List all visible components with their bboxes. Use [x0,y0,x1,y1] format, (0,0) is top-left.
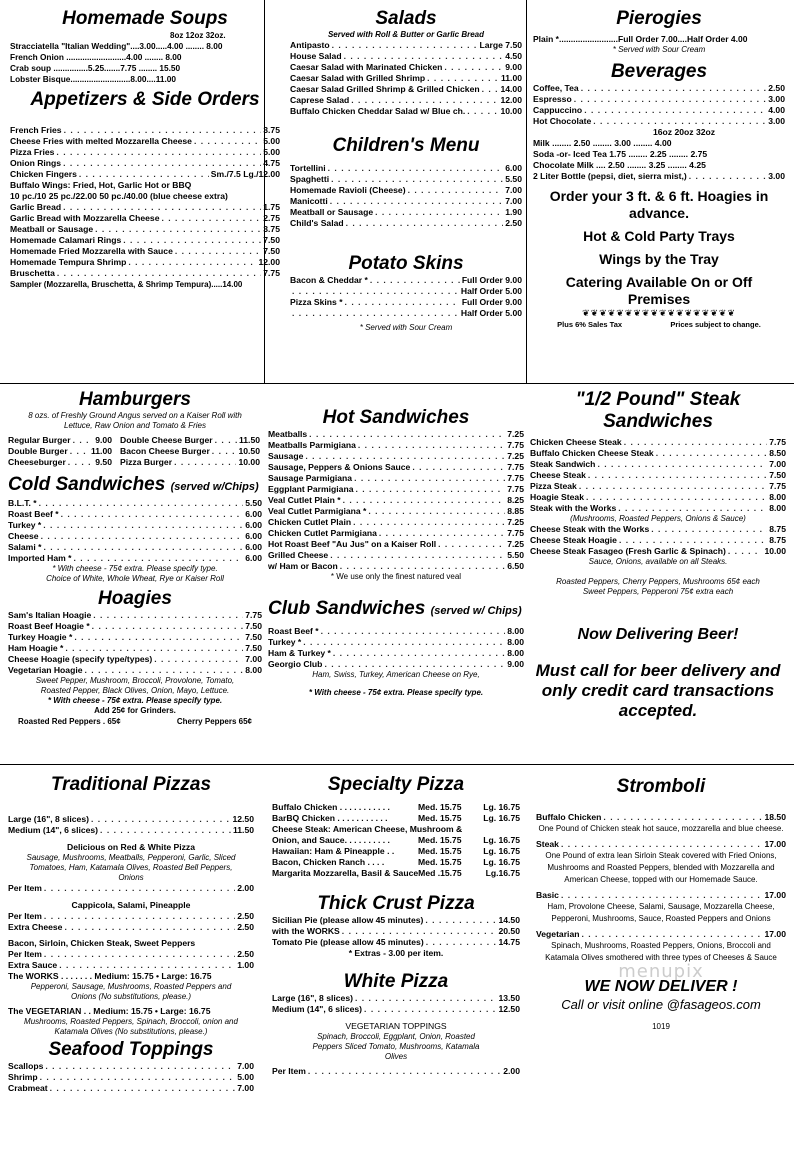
steak-note1: Sauce, Onions, available on all Steaks. [588,557,728,566]
bev-milk: Milk ........ 2.50 ........ 3.00 ........ 4.00 [533,138,672,148]
children-item: Homemade Ravioli (Cheese) . . . 7.00 [290,185,522,196]
soup-item: Lobster Bisque..........................8.00....11.00 [10,74,176,84]
hot-item: Eggplant Parmigiana . . . 7.75 [268,484,524,495]
steak-item: Chicken Cheese Steak . . . 7.75 [530,437,786,448]
appetizer-item: Homemade Tempura Shrimp . . . 12.00 [10,257,280,268]
hoagie-item: Vegetarian Hoagie . . . 8.00 [8,665,262,676]
rrp-price: Roasted Red Peppers . 65¢ [18,717,121,726]
stromboli-desc: Ham, Provolone Cheese, Salami, Sausage, Mozzarella Cheese, Pepperoni, Mushrooms, Sauce, Roasted Peppers and Onions [547,902,775,923]
pierogies-section [533,8,785,330]
steak-note2: Roasted Peppers, Cherry Peppers, Mushrooms 65¢ each [556,577,760,586]
beverage-item: Coffee, Tea . . . 2.50 [533,83,785,94]
trad-per2: Per Item . . . 2.50 [8,911,254,922]
thick-title: Thick Crust Pizza [317,893,475,914]
salads-title: Salads [375,8,437,29]
steak-item: Cheese Steak Fasageo (Fresh Garlic & Spinach) . . . 10.00 [530,546,786,557]
cold-title: Cold Sandwiches (served w/Chips) [8,474,259,495]
hot-item: w/ Ham or Bacon . . . 6.50 [268,561,524,572]
thick-item: Tomato Pie (please allow 45 minutes) . . . 14.75 [272,937,520,948]
hoagie-item: Turkey Hoagie * . . . 7.50 [8,632,262,643]
skins-title: Potato Skins [348,253,464,274]
trad-per3: Per Item . . . 2.50 [8,949,254,960]
trad-veg-note: Mushrooms, Roasted Peppers, Spinach, Broccoli, onion and Katamala Olives (No substitutions, please.) [24,1017,238,1036]
beverages-title: Beverages [610,61,708,82]
specialty-title: Specialty Pizza [327,774,465,795]
bev-sizes: 16oz 20oz 32oz [653,127,716,137]
sampler: Sampler (Mozzarella, Bruschetta, & Shrimp Tempura).....14.00 [10,280,243,289]
specialty-item: Buffalo Chicken . . . . . . . . . . . Med. 15.75 Lg. 16.75 [272,802,520,812]
bev-chocmilk: Chocolate Milk .... 2.50 ........ 3.25 ........ 4.25 [533,160,706,170]
beverage-item: Hot Chocolate . . . 3.00 [533,116,785,127]
appetizer-item: Chicken Fingers . . . Sm./7.5 Lg./12.00 [10,169,280,180]
soups-section [10,8,280,290]
appetizer-item: Pizza Fries . . . 5.00 [10,147,280,158]
cold-note2: Choice of White, Whole Wheat, Rye or Kaiser Roll [46,574,224,583]
specialty-item: Hawaiian: Ham & Pineapple . . Med. 15.75 Lg. 16.75 [272,846,520,856]
hoagies-title: Hoagies [98,588,172,609]
skins-note: * Served with Sour Cream [359,323,453,332]
soups-sizes: 8oz 12oz 32oz. [170,31,226,40]
cold-item: Turkey * . . . 6.00 [8,520,262,531]
trad-bacon: Bacon, Sirloin, Chicken Steak, Sweet Peppers [8,938,196,948]
club-note1: Ham, Swiss, Turkey, American Cheese on Rye, [312,670,480,679]
appetizer-item: Meatball or Sausage . . . 3.75 [10,224,280,235]
salads-section [290,8,522,333]
hot-section [268,407,524,698]
hot-item: Sausage . . . 7.25 [268,451,524,462]
children-item: Child's Salad . . . 2.50 [290,218,522,229]
bev-soda: Soda -or- Iced Tea 1.75 ........ 2.25 ........ 2.75 [533,149,708,159]
prices-note: Prices subject to change. [670,320,761,329]
appetizers-title: Appetizers & Side Orders [30,89,260,110]
pierogies-title: Pierogies [616,8,702,29]
appetizer-item: Bruschetta . . . 7.75 [10,268,280,279]
pierogies-line: Plain *.........................Full Order 7.00....Half Order 4.00 [533,34,748,44]
specialty-item: Bacon, Chicken Ranch . . . . Med. 15.75 Lg. 16.75 [272,857,520,867]
hot-item: Sausage, Peppers & Onions Sauce . . . 7.75 [268,462,524,473]
trad-sauce: Extra Sauce . . . 1.00 [8,960,254,971]
soups-title: Homemade Soups [62,8,228,29]
burger-item: Cheeseburger . . . 9.50 [8,457,112,468]
specialty-item: Onion, and Sauce. . . . . . . . . . Med. 15.75 Lg. 16.75 [272,835,520,845]
white-item: Medium (14", 6 slices) . . . 12.50 [272,1004,520,1015]
children-item: Spaghetti . . . 5.50 [290,174,522,185]
appetizer-item: Cheese Fries with melted Mozzarella Cheese . . . 5.00 [10,136,280,147]
white-title: White Pizza [343,971,449,992]
cp-price: Cherry Peppers 65¢ [176,717,252,726]
beverage-item: Espresso . . . 3.00 [533,94,785,105]
appetizer-item: Garlic Bread with Mozzarella Cheese . . . 2.75 [10,213,280,224]
hot-item: Hot Roast Beef "Au Jus" on a Kaiser Roll . . . 7.25 [268,539,524,550]
salad-item: Caprese Salad . . . 12.00 [290,95,522,106]
beverage-item: Cappuccino . . . 4.00 [533,105,785,116]
beer-text: Must call for beer delivery and only credit card transactions accepted. [535,661,781,720]
trad-veg: The VEGETARIAN . . Medium: 15.75 • Large: 16.75 [8,1006,211,1016]
trad-section [8,774,254,1094]
hot-item: Chicken Cutlet Plain . . . 7.25 [268,517,524,528]
hot-note: * We use only the finest natured veal [330,572,462,581]
hot-item: Sausage Parmigiana . . . 7.75 [268,473,524,484]
steak-item: Pizza Steak . . . 7.75 [530,481,786,492]
hoagies-note1: Sweet Pepper, Mushroom, Broccoli, Provolone, Tomato, Roasted Pepper, Black Olives, Onion, Mayo, Lettuce. [35,676,235,695]
wings-line: Buffalo Wings: Fried, Hot, Garlic Hot or BBQ [10,180,192,190]
hoagie-item: Cheese Hoagie (specify type/types) . . . 7.00 [8,654,262,665]
trad-item: Medium (14", 6 slices) . . . 11.50 [8,825,254,836]
promo-trays: Hot & Cold Party Trays [583,228,735,244]
appetizer-item: Onion Rings . . . 4.75 [10,158,280,169]
seafood-item: Scallops . . . 7.00 [8,1061,254,1072]
trad-extra: Extra Cheese . . . 2.50 [8,922,254,933]
club-item: Roast Beef * . . . 8.00 [268,626,524,637]
skin-item: Pizza Skins * . . . Full Order 9.00 [290,297,522,308]
stromboli-desc: One Pound of Chicken steak hot sauce, mozzarella and blue cheese. [538,824,784,833]
seafood-item: Crabmeat . . . 7.00 [8,1083,254,1094]
club-title: Club Sandwiches (served w/ Chips) [268,598,522,619]
steak-item: Cheese Steak Hoagie . . . 8.75 [530,535,786,546]
cold-item: B.L.T. * . . . 5.50 [8,498,262,509]
appetizer-item: Garlic Bread . . . 1.75 [10,202,280,213]
cold-item: Salami * . . . 6.00 [8,542,262,553]
salad-item: House Salad . . . 4.50 [290,51,522,62]
burger-item: Regular Burger . . . 9.00 [8,435,112,446]
trad-delicious: Delicious on Red & White Pizza [67,842,195,852]
hot-item: Veal Cutlet Plain * . . . 8.25 [268,495,524,506]
hot-item: Grilled Cheese . . . 5.50 [268,550,524,561]
stromboli-item: Basic . . . 17.00 [536,890,786,901]
hot-item: Meatballs Parmigiana . . . 7.75 [268,440,524,451]
trad-cap: Cappicola, Salami, Pineapple [71,900,191,910]
promo-hoagies: Order your 3 ft. & 6 ft. Hoagies in advance. [549,188,769,221]
watermark: menupix [618,961,704,982]
vdivider-2 [526,0,527,383]
cold-item: Cheese . . . 6.00 [8,531,262,542]
specialty-section [272,774,520,1077]
skin-item: . . . Half Order 5.00 [290,308,522,319]
beer-title: Now Delivering Beer! [577,626,739,643]
hoagie-item: Sam's Italian Hoagie . . . 7.75 [8,610,262,621]
steak-item: Cheese Steak . . . 7.50 [530,470,786,481]
children-item: Tortellini . . . 6.00 [290,163,522,174]
cold-item: Imported Ham * . . . 6.00 [8,553,262,564]
steak-title: "1/2 Pound" Steak Sandwiches [575,389,741,432]
trad-works: The WORKS . . . . . . . Medium: 15.75 • Large: 16.75 [8,971,212,981]
white-item: Large (16", 8 slices) . . . 13.50 [272,993,520,1004]
hoagies-note2: * With cheese - 75¢ extra. Please specify type. [47,696,223,705]
burgers-section [8,389,262,727]
specialty-item: BarBQ Chicken . . . . . . . . . . . Med. 15.75 Lg. 16.75 [272,813,520,823]
ornament: ❦❦❦❦❦❦❦❦❦❦❦❦❦❦❦❦❦❦ [582,308,736,318]
hot-item: Chicken Cutlet Parmigiana . . . 7.75 [268,528,524,539]
salad-item: Caesar Salad with Grilled Shrimp . . . 11.00 [290,73,522,84]
children-title: Children's Menu [332,135,480,156]
white-per: Per Item . . . 2.00 [272,1066,520,1077]
menu-code: 1019 [652,1022,670,1031]
pierogies-note: * Served with Sour Cream [612,45,706,54]
cold-item: Roast Beef * . . . 6.00 [8,509,262,520]
burger-item: Double Cheese Burger . . . 11.50 [120,435,260,446]
divider-top [0,383,794,384]
hoagies-note3: Add 25¢ for Grinders. [94,706,176,715]
promo-catering: Catering Available On or Off Premises [565,274,753,307]
bev-liter: 2 Liter Bottle (pepsi, diet, sierra mist,) . . . 3.00 [533,171,785,182]
seafood-item: Shrimp . . . 5.00 [8,1072,254,1083]
children-item: Manicotti . . . 7.00 [290,196,522,207]
burger-item: Bacon Cheese Burger . . . 10.50 [120,446,260,457]
soup-item: French Onion ..........................4.00 ........ 8.00 [10,52,182,62]
soup-item: Crab soup ...............5.25.......7.75 ........ 15.50 [10,63,181,73]
specialty-item: Cheese Steak: American Cheese, Mushroom & [272,824,463,834]
thick-item: with the WORKS . . . 20.50 [272,926,520,937]
steak-item: Steak with the Works . . . 8.00 [530,503,786,514]
steak-item: Steak Sandwich . . . 7.00 [530,459,786,470]
children-item: Meatball or Sausage . . . 1.90 [290,207,522,218]
salads-sub: Served with Roll & Butter or Garlic Bread [327,30,485,39]
deliver-title: WE NOW DELIVER ! [584,978,738,995]
thick-item: Sicilian Pie (please allow 45 minutes) . . . 14.50 [272,915,520,926]
stromboli-desc: One Pound of extra lean Sirloin Steak covered with Fried Onions, Mushrooms and Roasted Peppers, blended with Mozzarella and American Cheese, topped with our Homemade Sauce. [545,851,777,884]
trad-del-note: Sausage, Mushrooms, Meatballs, Pepperoni, Garlic, Sliced Tomatoes, Ham, Katamala Olives, Roasted Bell Peppers, Onions [26,853,236,882]
divider-bottom [0,764,794,765]
steak-note3: Sweet Peppers, Pepperoni 75¢ extra each [582,587,734,596]
stromboli-section [536,776,786,1032]
stromboli-desc: Spinach, Mushrooms, Roasted Peppers, Onions, Broccoli and Katamala Olives smothered with three types of Cheeses & Sauce [545,941,777,962]
club-item: Ham & Turkey * . . . 8.00 [268,648,524,659]
tax-note: Plus 6% Sales Tax [557,320,623,329]
salad-item: Antipasto . . . Large 7.50 [290,40,522,51]
trad-per1: Per Item . . . 2.00 [8,883,254,894]
hoagie-item: Ham Hoagie * . . . 7.50 [8,643,262,654]
steak-item: Hoagie Steak . . . 8.00 [530,492,786,503]
steak-item: Buffalo Chicken Cheese Steak . . . 8.50 [530,448,786,459]
club-item: Georgio Club . . . 9.00 [268,659,524,670]
salad-item: Caesar Salad with Marinated Chicken . . . 9.00 [290,62,522,73]
club-note2: * With cheese - 75¢ extra. Please specify type. [308,688,484,697]
burgers-sub: 8 ozs. of Freshly Ground Angus served on a Kaiser Roll with Lettuce, Raw Onion and Tomato & Fries [28,411,242,430]
stromboli-item: Vegetarian . . . 17.00 [536,929,786,940]
white-veg: VEGETARIAN TOPPINGS [345,1021,447,1031]
club-item: Turkey * . . . 8.00 [268,637,524,648]
trad-item: Large (16", 8 slices) . . . 12.50 [8,814,254,825]
hot-item: Meatballs . . . 7.25 [268,429,524,440]
stromboli-item: Steak . . . 17.00 [536,839,786,850]
soup-item: Stracciatella "Italian Wedding"....3.00.....4.00 ........ 8.00 [10,41,223,51]
hot-item: Veal Cutlet Parmigiana * . . . 8.85 [268,506,524,517]
stromboli-title: Stromboli [616,776,706,797]
hot-title: Hot Sandwiches [322,407,470,428]
deliver-online: Call or visit online @fasageos.com [561,997,761,1012]
appetizer-item: Homemade Calamari Rings . . . 7.50 [10,235,280,246]
wings-prices: 10 pc./10 25 pc./22.00 50 pc./40.00 (blue cheese extra) [10,191,228,201]
trad-works-note: Pepperoni, Sausage, Mushrooms, Roasted Peppers and Onions (No substitutions, please.) [30,982,232,1001]
steak-section [530,389,786,721]
white-veg-note: Spinach, Broccoli, Eggplant, Onion, Roasted Peppers Sliced Tomato, Mushrooms, Katamala Olives [312,1032,480,1061]
appetizer-item: French Fries . . . 3.75 [10,125,280,136]
stromboli-item: Buffalo Chicken . . . 18.50 [536,812,786,823]
salad-item: Caesar Salad Grilled Shrimp & Grilled Chicken . . . 14.00 [290,84,522,95]
steak-works: (Mushrooms, Roasted Peppers, Onions & Sauce) [570,514,746,523]
cold-note1: * With cheese - 75¢ extra. Please specify type. [52,564,218,573]
burger-item: Double Burger . . . 11.00 [8,446,112,457]
thick-note: * Extras - 3.00 per item. [348,948,444,958]
skin-item: . . . Half Order 5.00 [290,286,522,297]
salad-item: Buffalo Chicken Cheddar Salad w/ Blue ch. . . . 10.00 [290,106,522,117]
seafood-title: Seafood Toppings [48,1039,214,1060]
burger-item: Pizza Burger . . . 10.00 [120,457,260,468]
trad-title: Traditional Pizzas [50,774,212,795]
promo-wings: Wings by the Tray [599,251,719,267]
specialty-item: Margarita Mozzarella, Basil & Sauce Med .15.75 Lg.16.75 [272,868,520,878]
burgers-title: Hamburgers [79,389,191,410]
hoagie-item: Roast Beef Hoagie * . . . 7.50 [8,621,262,632]
appetizer-item: Homemade Fried Mozzarella with Sauce . . . 7.50 [10,246,280,257]
skin-item: Bacon & Cheddar * . . . Full Order 9.00 [290,275,522,286]
steak-item: Cheese Steak with the Works . . . 8.75 [530,524,786,535]
